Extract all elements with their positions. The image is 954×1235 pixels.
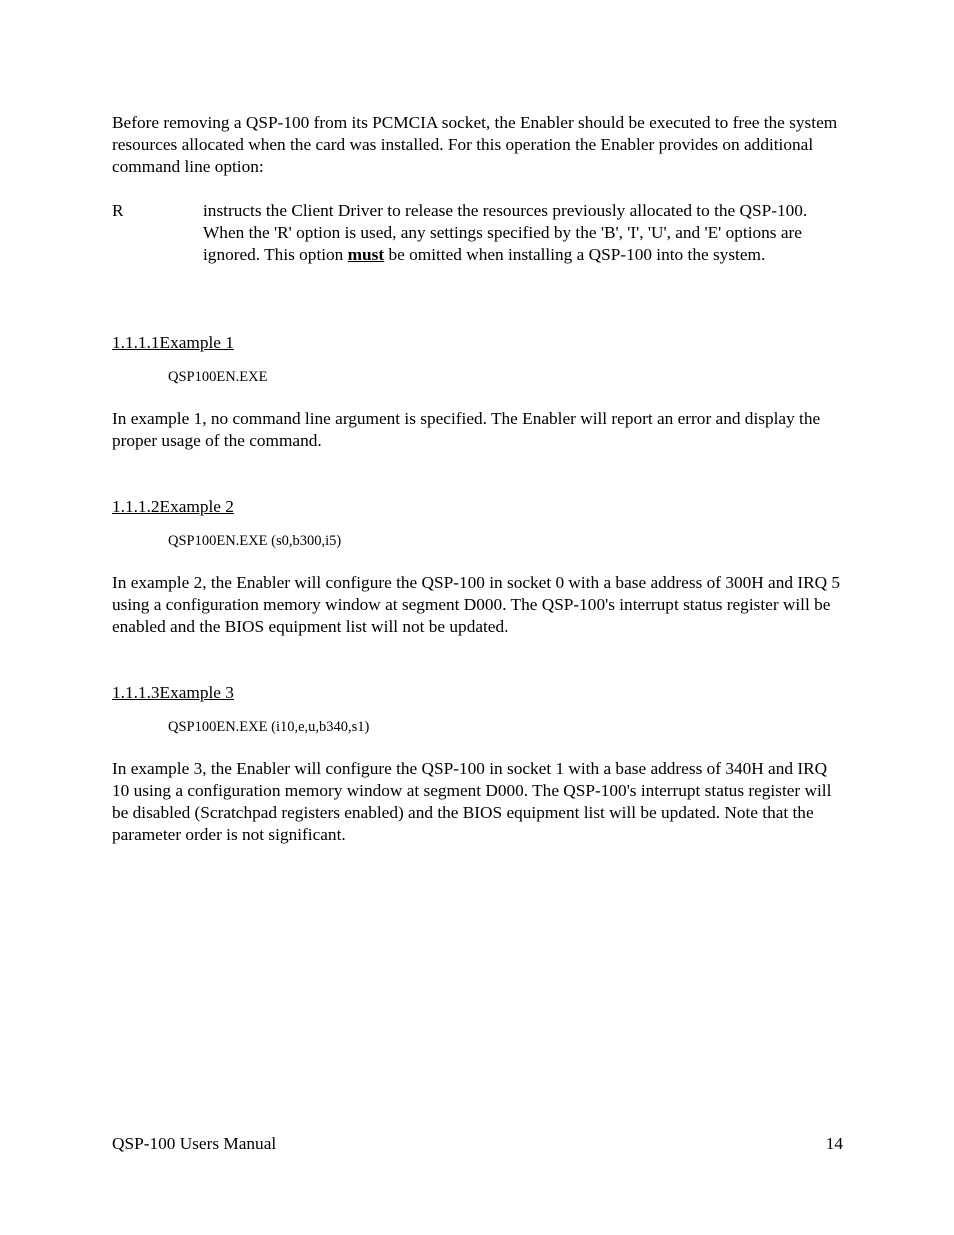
option-desc-after: be omitted when installing a QSP-100 into the system. xyxy=(384,245,766,264)
page-number: 14 xyxy=(825,1134,843,1153)
footer-title: QSP-100 Users Manual xyxy=(112,1134,277,1153)
example-1-text: In example 1, no command line argument is specified. The Enabler will report an error and display the proper usage of the command. xyxy=(112,409,821,450)
option-description xyxy=(203,200,847,266)
page-footer xyxy=(112,1133,843,1155)
example-2-command: QSP100EN.EXE (s0,b300,i5) xyxy=(168,533,342,549)
intro-paragraph: Before removing a QSP-100 from its PCMCIA socket, the Enabler should be executed to free the system resources allocated when the card was installed. For this operation the Enabler provides on additional command line option: xyxy=(112,113,838,176)
option-desc-before: instructs the Client Driver to release the resources previously allocated to the QSP-100. When the 'R' option is used, any settings specified by the 'B', 'I', 'U', and 'E' options are ignored. This option xyxy=(203,201,808,264)
example-2-heading: 1.1.1.2Example 2 xyxy=(112,497,234,516)
example-1-heading: 1.1.1.1Example 1 xyxy=(112,333,234,352)
example-3-heading: 1.1.1.3Example 3 xyxy=(112,683,234,702)
page-body xyxy=(112,112,847,846)
option-key: R xyxy=(112,201,124,220)
option-emphasis-must: must xyxy=(347,245,385,264)
example-3-text: In example 3, the Enabler will configure the QSP-100 in socket 1 with a base address of 340H and IRQ 10 using a configuration memory window at segment D000. The QSP-100's interrupt status register will be disabled (Scratchpad registers enabled) and the BIOS equipment list will be updated. Note that the parameter order is not significant. xyxy=(112,759,832,844)
option-r-row xyxy=(112,200,847,266)
example-3-command: QSP100EN.EXE (i10,e,u,b340,s1) xyxy=(168,719,370,735)
example-2-text: In example 2, the Enabler will configure the QSP-100 in socket 0 with a base address of 300H and IRQ 5 using a configuration memory window at segment D000. The QSP-100's interrupt status register will be enabled and the BIOS equipment list will not be updated. xyxy=(112,573,841,636)
example-1-command: QSP100EN.EXE xyxy=(168,369,268,385)
